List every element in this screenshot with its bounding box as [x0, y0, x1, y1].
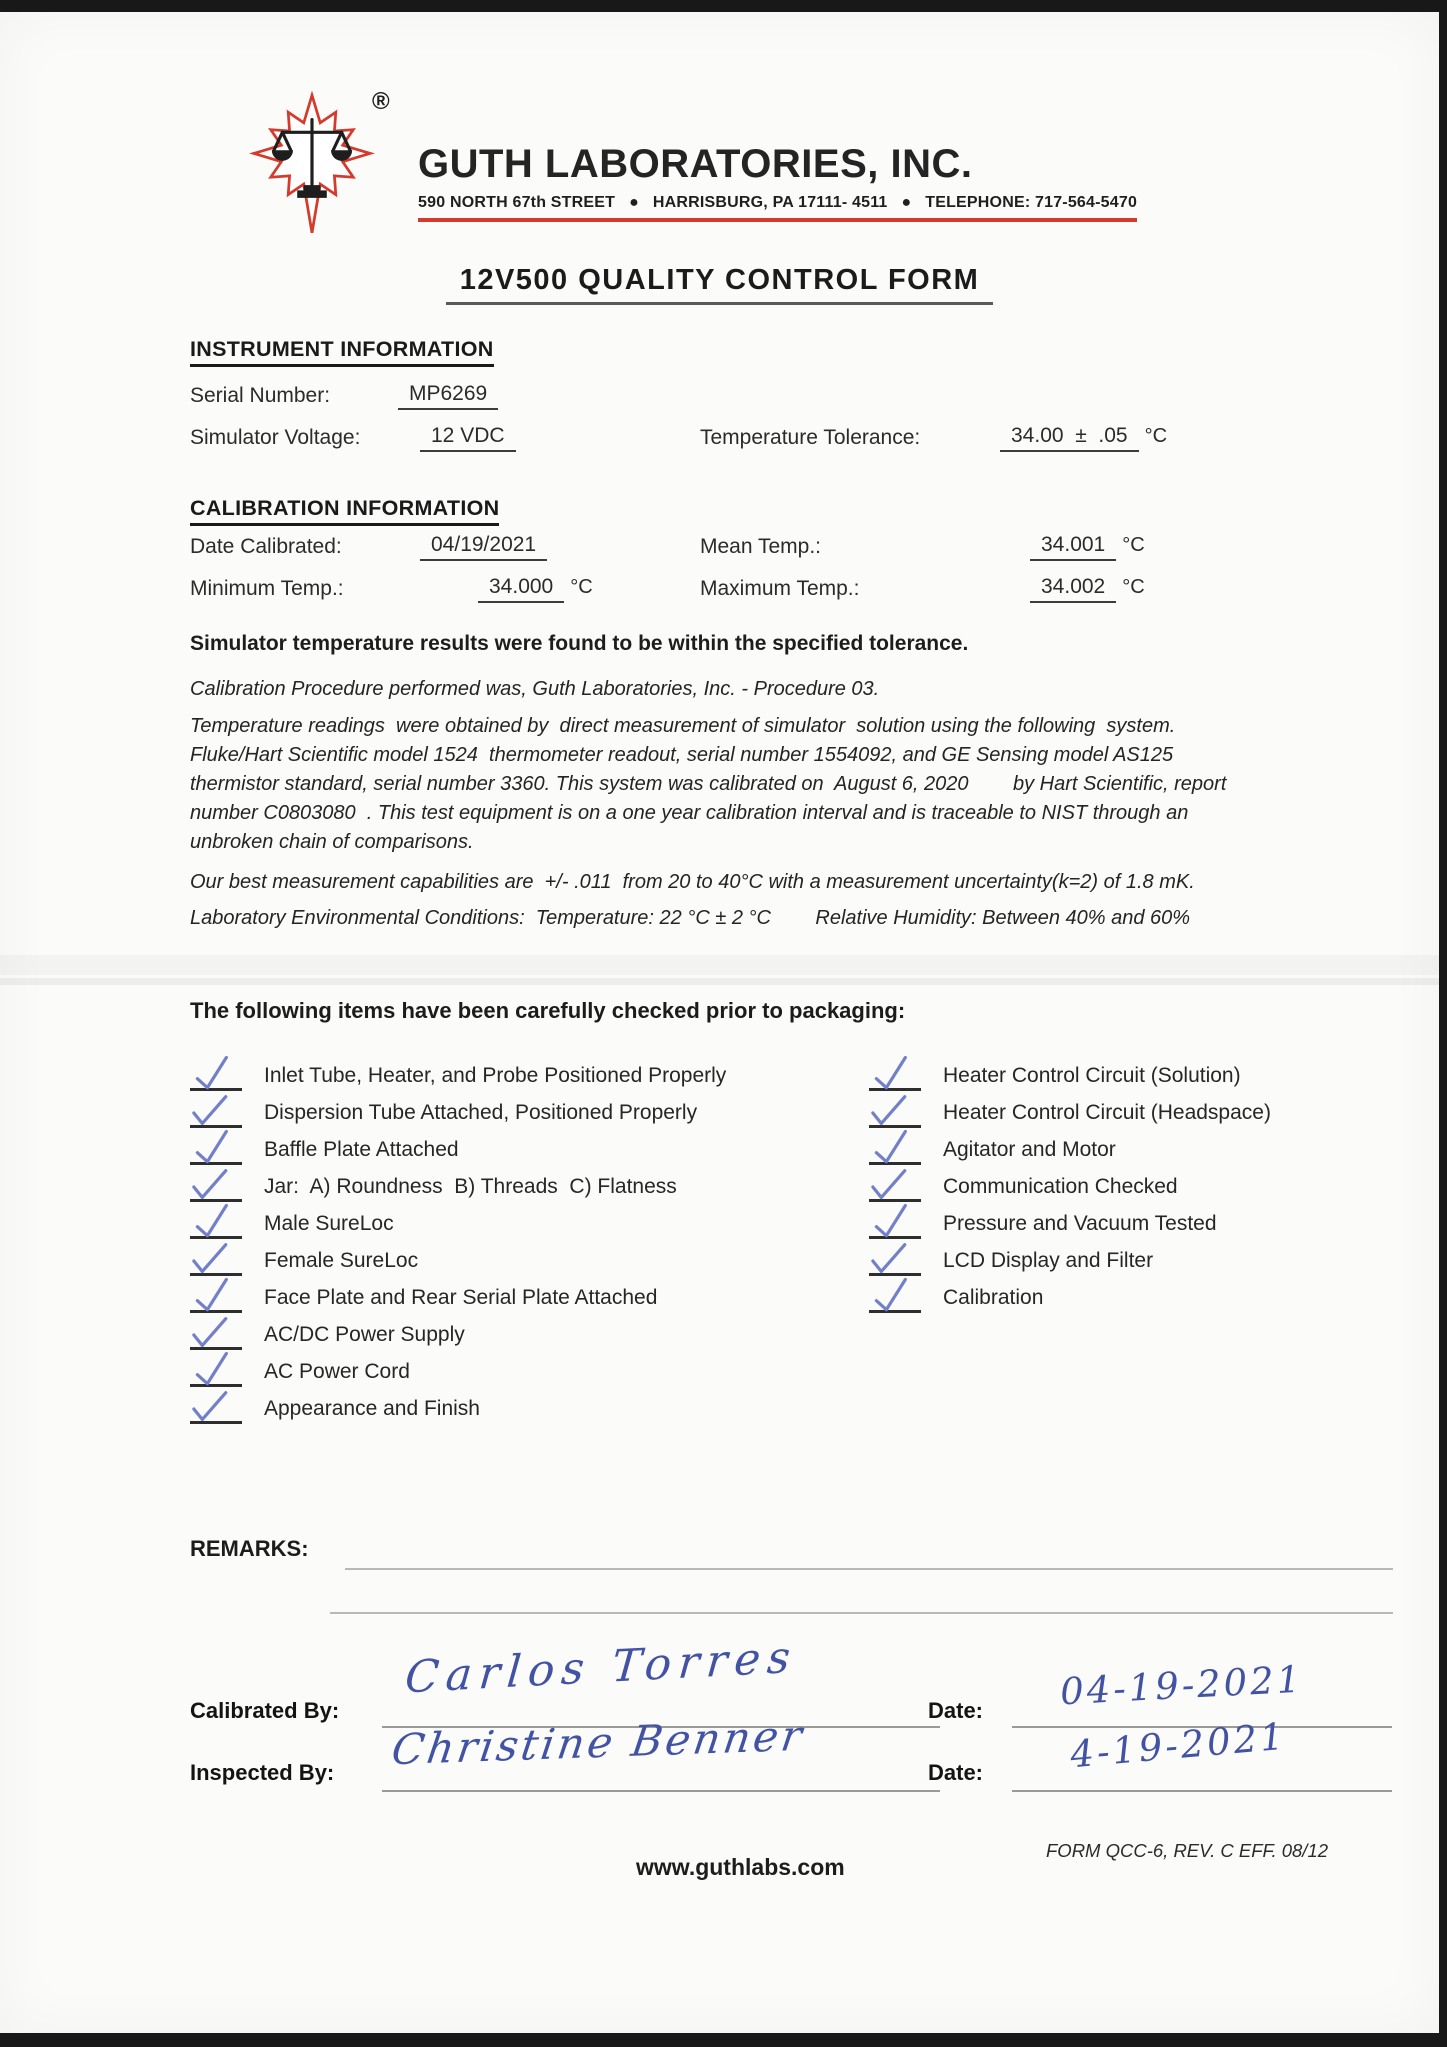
checklist-item-label: Male SureLoc: [264, 1212, 394, 1235]
checkmark-icon: [867, 1091, 911, 1131]
checkmark-icon: [188, 1313, 232, 1353]
checklist-item: [869, 1202, 1271, 1239]
checklist-item: [190, 1202, 869, 1239]
checklist-item-label: Jar: A) Roundness B) Threads C) Flatness: [264, 1175, 677, 1198]
document-paper: [0, 12, 1439, 2033]
checkbox-line: [190, 1354, 242, 1387]
checkmark-icon: [190, 1275, 236, 1317]
checkbox-line: [869, 1206, 921, 1239]
checklist-item: [190, 1276, 869, 1313]
checklist-item-label: Dispersion Tube Attached, Positioned Properly: [264, 1101, 698, 1124]
maximum-temp-label: Maximum Temp.:: [700, 577, 860, 600]
checkmark-icon: [188, 1239, 232, 1279]
capabilities-statement: Our best measurement capabilities are +/- .011 from 20 to 40°C with a measurement uncertainty(k=2) of 1.8 mK.: [190, 871, 1195, 893]
checkmark-icon: [190, 1349, 236, 1391]
inspected-date-value: 4-19-2021: [1068, 1714, 1289, 1777]
checklist-item: [190, 1128, 869, 1165]
checkbox-line: [190, 1317, 242, 1350]
tolerance-statement: Simulator temperature results were found to be within the specified tolerance.: [190, 632, 969, 655]
system-description-line: Fluke/Hart Scientific model 1524 thermometer readout, serial number 1554092, and GE Sensing model AS125: [190, 744, 1174, 766]
checkmark-icon: [190, 1201, 236, 1243]
calibrated-by-label: Calibrated By:: [190, 1698, 340, 1723]
checklist-item: [869, 1239, 1271, 1276]
inspected-date-label: Date:: [928, 1760, 984, 1785]
system-description-line: unbroken chain of comparisons.: [190, 831, 474, 853]
checkmark-icon: [869, 1201, 915, 1243]
minimum-temp-value: 34.000: [478, 575, 564, 603]
guth-logo: [248, 90, 378, 240]
checkbox-line: [869, 1280, 921, 1313]
checklist-item: [190, 1165, 869, 1202]
checkbox-line: [190, 1169, 242, 1202]
minimum-temp-label: Minimum Temp.:: [190, 577, 344, 600]
checklist-item-label: Pressure and Vacuum Tested: [943, 1212, 1217, 1235]
checklist-item: [190, 1350, 869, 1387]
maximum-temp-value: 34.002: [1030, 575, 1116, 603]
scan-streak: [0, 955, 1439, 975]
mean-temp-unit: °C: [1122, 534, 1145, 556]
checklist-item-label: Baffle Plate Attached: [264, 1138, 459, 1161]
checklist-item-label: Agitator and Motor: [943, 1138, 1116, 1161]
checkmark-icon: [188, 1091, 232, 1131]
simulator-voltage-value: 12 VDC: [420, 424, 516, 452]
remarks-label: REMARKS:: [190, 1536, 309, 1561]
checkmark-icon: [867, 1239, 911, 1279]
title-row: [0, 264, 1439, 305]
calibrated-date-label: Date:: [928, 1698, 984, 1723]
checkbox-line: [190, 1132, 242, 1165]
remarks-line: [345, 1568, 1393, 1570]
checklist-item-label: Calibration: [943, 1286, 1044, 1309]
checkmark-icon: [869, 1127, 915, 1169]
checklist-item: [190, 1239, 869, 1276]
checklist: [190, 1054, 1271, 1424]
checklist-item: [190, 1387, 869, 1424]
checklist-item-label: Communication Checked: [943, 1175, 1178, 1198]
checklist-item-label: Face Plate and Rear Serial Plate Attached: [264, 1286, 658, 1309]
checkbox-line: [190, 1095, 242, 1128]
checklist-item: [869, 1091, 1271, 1128]
checkbox-line: [190, 1243, 242, 1276]
mean-temp-field: [1030, 533, 1145, 561]
checkbox-line: [190, 1058, 242, 1091]
website-text: www.guthlabs.com: [636, 1854, 845, 1880]
checkmark-icon: [188, 1165, 232, 1205]
checklist-item: [190, 1091, 869, 1128]
simulator-voltage-label: Simulator Voltage:: [190, 426, 361, 449]
maximum-temp-unit: °C: [1122, 576, 1145, 598]
serial-number-value: MP6269: [398, 382, 498, 410]
checklist-right-column: [869, 1054, 1271, 1313]
temperature-tolerance-value: 34.00 ± .05: [1000, 424, 1139, 452]
temperature-tolerance-unit: °C: [1144, 425, 1168, 447]
remarks-line: [330, 1612, 1393, 1614]
checklist-item: [190, 1313, 869, 1350]
checklist-item-label: Female SureLoc: [264, 1249, 419, 1272]
checkbox-line: [869, 1132, 921, 1165]
checklist-item-label: Heater Control Circuit (Solution): [943, 1064, 1241, 1087]
serial-number-label: Serial Number:: [190, 384, 331, 407]
system-description-line: thermistor standard, serial number 3360. This system was calibrated on August 6, 2020 by Hart Scientific, report: [190, 773, 1227, 795]
inspected-by-signature: Christine Benner: [388, 1710, 808, 1775]
mean-temp-label: Mean Temp.:: [700, 535, 822, 558]
page-title: 12V500 QUALITY CONTROL FORM: [446, 264, 994, 305]
company-address-line: 590 NORTH 67th STREET ● HARRISBURG, PA 17111- 4511 ● TELEPHONE: 717-564-5470: [418, 194, 1137, 222]
inspected-by-line: [382, 1790, 940, 1792]
checkmark-icon: [190, 1127, 236, 1169]
checkmark-icon: [867, 1165, 911, 1205]
checkmark-icon: [188, 1387, 232, 1427]
mean-temp-value: 34.001: [1030, 533, 1116, 561]
checklist-item: [869, 1128, 1271, 1165]
minimum-temp-unit: °C: [570, 576, 593, 598]
checklist-item-label: LCD Display and Filter: [943, 1249, 1154, 1272]
scales-icon: [272, 120, 352, 198]
company-header: [418, 142, 1137, 222]
system-description-line: number C0803080 . This test equipment is on a one year calibration interval and is traceable to NIST through an: [190, 802, 1189, 824]
checklist-item-label: AC Power Cord: [264, 1360, 410, 1383]
registered-trademark-icon: ®: [372, 88, 390, 115]
form-reference: FORM QCC-6, REV. C EFF. 08/12: [1046, 1840, 1329, 1861]
system-description: [190, 712, 1226, 857]
checkbox-line: [190, 1280, 242, 1313]
checkbox-line: [869, 1169, 921, 1202]
section-title-calibration: CALIBRATION INFORMATION: [190, 496, 499, 526]
temperature-tolerance-field: [1000, 424, 1167, 452]
company-name: GUTH LABORATORIES, INC.: [418, 142, 973, 186]
checkbox-line: [869, 1095, 921, 1128]
checkbox-line: [190, 1391, 242, 1424]
checklist-item-label: Appearance and Finish: [264, 1397, 480, 1420]
date-calibrated-value: 04/19/2021: [420, 533, 547, 561]
inspected-date-line: [1012, 1790, 1392, 1792]
checkmark-icon: [869, 1275, 915, 1317]
calibrated-date-value: 04-19-2021: [1059, 1657, 1305, 1714]
date-calibrated-label: Date Calibrated:: [190, 535, 342, 558]
checklist-item-label: AC/DC Power Supply: [264, 1323, 465, 1346]
scan-streak: [0, 978, 1439, 985]
checkbox-line: [190, 1206, 242, 1239]
checkmark-icon: [869, 1053, 915, 1095]
checklist-item: [869, 1276, 1271, 1313]
checklist-heading: The following items have been carefully checked prior to packaging:: [190, 998, 906, 1023]
calibrated-by-signature: Carlos Torres: [403, 1631, 800, 1704]
checklist-item-label: Inlet Tube, Heater, and Probe Positioned Properly: [264, 1064, 727, 1087]
checkbox-line: [869, 1058, 921, 1091]
procedure-statement: Calibration Procedure performed was, Guth Laboratories, Inc. - Procedure 03.: [190, 678, 880, 700]
environment-statement: Laboratory Environmental Conditions: Temperature: 22 °C ± 2 °C Relative Humidity: Between 40% and 60%: [190, 907, 1191, 929]
temperature-tolerance-label: Temperature Tolerance:: [700, 426, 921, 449]
starburst-scales-icon: [248, 90, 376, 238]
checkbox-line: [869, 1243, 921, 1276]
checkmark-icon: [190, 1053, 236, 1095]
checklist-item: [869, 1165, 1271, 1202]
checklist-left-column: [190, 1054, 869, 1424]
checklist-item-label: Heater Control Circuit (Headspace): [943, 1101, 1271, 1124]
checklist-item: [190, 1054, 869, 1091]
system-description-line: Temperature readings were obtained by direct measurement of simulator solution using the following system.: [190, 715, 1176, 737]
inspected-by-label: Inspected By:: [190, 1760, 335, 1785]
maximum-temp-field: [1030, 575, 1145, 603]
section-title-instrument: INSTRUMENT INFORMATION: [190, 337, 494, 367]
minimum-temp-field: [478, 575, 593, 603]
checklist-item: [869, 1054, 1271, 1091]
